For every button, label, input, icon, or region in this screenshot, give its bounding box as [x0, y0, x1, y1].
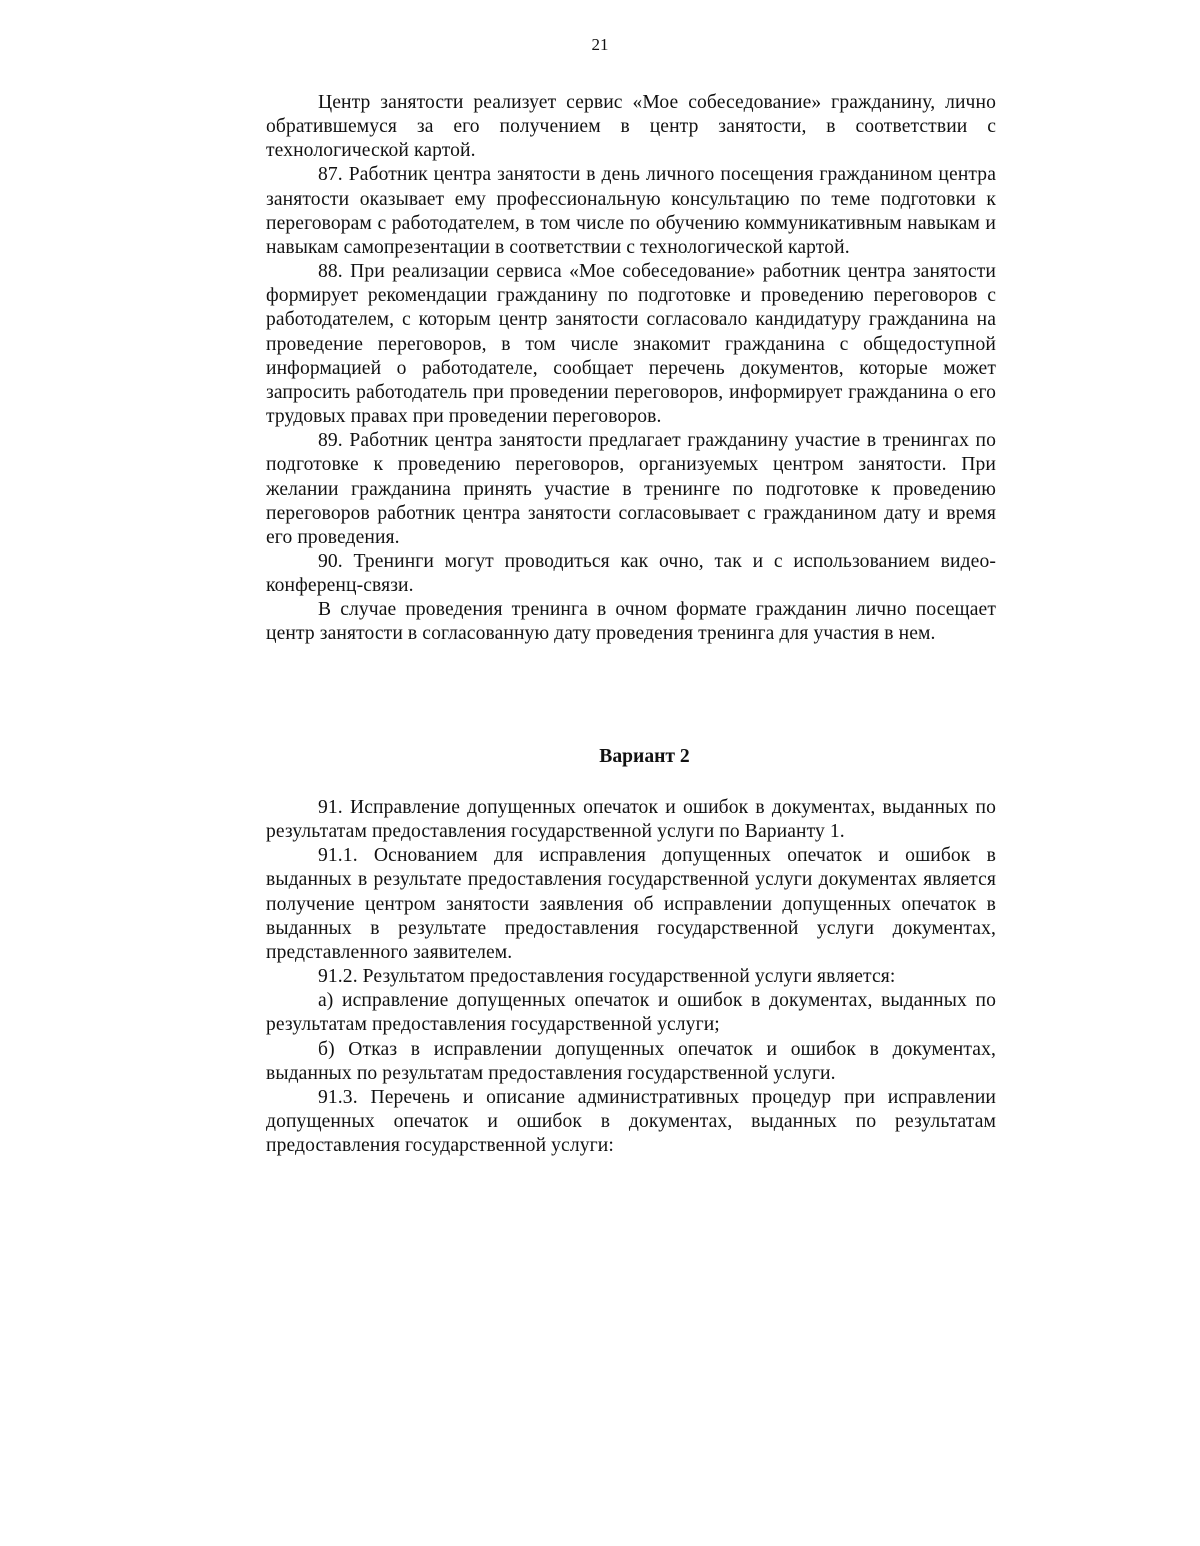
paragraph-91-2-b: б) Отказ в исправлении допущенных опечаток и ошибок в документах, выданных по результатам предоставления государственной услуги.	[266, 1038, 996, 1084]
page-number: 21	[591, 35, 609, 54]
paragraph-in-person-training: В случае проведения тренинга в очном формате гражданин лично посещает центр занятости в согласованную дату проведения тренинга для участия в нем.	[266, 599, 996, 645]
paragraph-90: 90. Тренинги могут проводиться как очно, так и с использованием видео-конференц-связи.	[266, 550, 996, 597]
paragraph-service-intro: Центр занятости реализует сервис «Мое собеседование» гражданину, лично обратившемуся за его получением в центр занятости, в соответствии с технологической картой.	[266, 92, 996, 162]
paragraph-91-2: 91.2. Результатом предоставления государственной услуги является:	[318, 966, 896, 988]
section-heading: Вариант 2	[599, 746, 690, 767]
paragraph-87: 87. Работник центра занятости в день личного посещения гражданином центра занятости оказывает ему профессиональную консультацию по теме подготовки к переговорам с работодателем, в том числе по обучению коммуникативным навыкам и навыкам самопрезентации в соответствии с технологической картой.	[266, 164, 996, 258]
paragraph-88: 88. При реализации сервиса «Мое собеседование» работник центра занятости формирует рекомендации гражданину по подготовке и проведению переговоров с работодателем, с которым центр занятости согласовало кандидатуру гражданина на проведение переговоров, в том числе знакомит гражданина с общедоступной информацией о работодателе, сообщает перечень документов, которые может запросить работодатель при проведении переговоров, информирует гражданина о его трудовых правах при проведении переговоров.	[266, 261, 996, 428]
paragraph-89: 89. Работник центра занятости предлагает гражданину участие в тренингах по подготовке к проведению переговоров, организуемых центром занятости. При желании гражданина принять участие в тренинге по подготовке к проведению переговоров работник центра занятости согласовывает с гражданином дату и время его проведения.	[266, 430, 996, 548]
top-text-block	[266, 91, 996, 647]
paragraph-91: 91. Исправление допущенных опечаток и ошибок в документах, выданных по результатам предоставления государственной услуги по Варианту 1.	[266, 797, 996, 843]
bottom-text-block	[266, 796, 996, 1158]
paragraph-91-2-a: а) исправление допущенных опечаток и ошибок в документах, выданных по результатам предоставления государственной услуги;	[266, 990, 996, 1036]
paragraph-91-3: 91.3. Перечень и описание административных процедур при исправлении допущенных опечаток и ошибок в документах, выданных по результатам предоставления государственной услуги:	[266, 1086, 996, 1157]
paragraph-91-1: 91.1. Основанием для исправления допущенных опечаток и ошибок в выданных в результате предоставления государственной услуги документах является получение центром занятости заявления об исправлении допущенных опечаток в выданных в результате предоставления государственной услуги документах, представленного заявителем.	[266, 845, 996, 963]
